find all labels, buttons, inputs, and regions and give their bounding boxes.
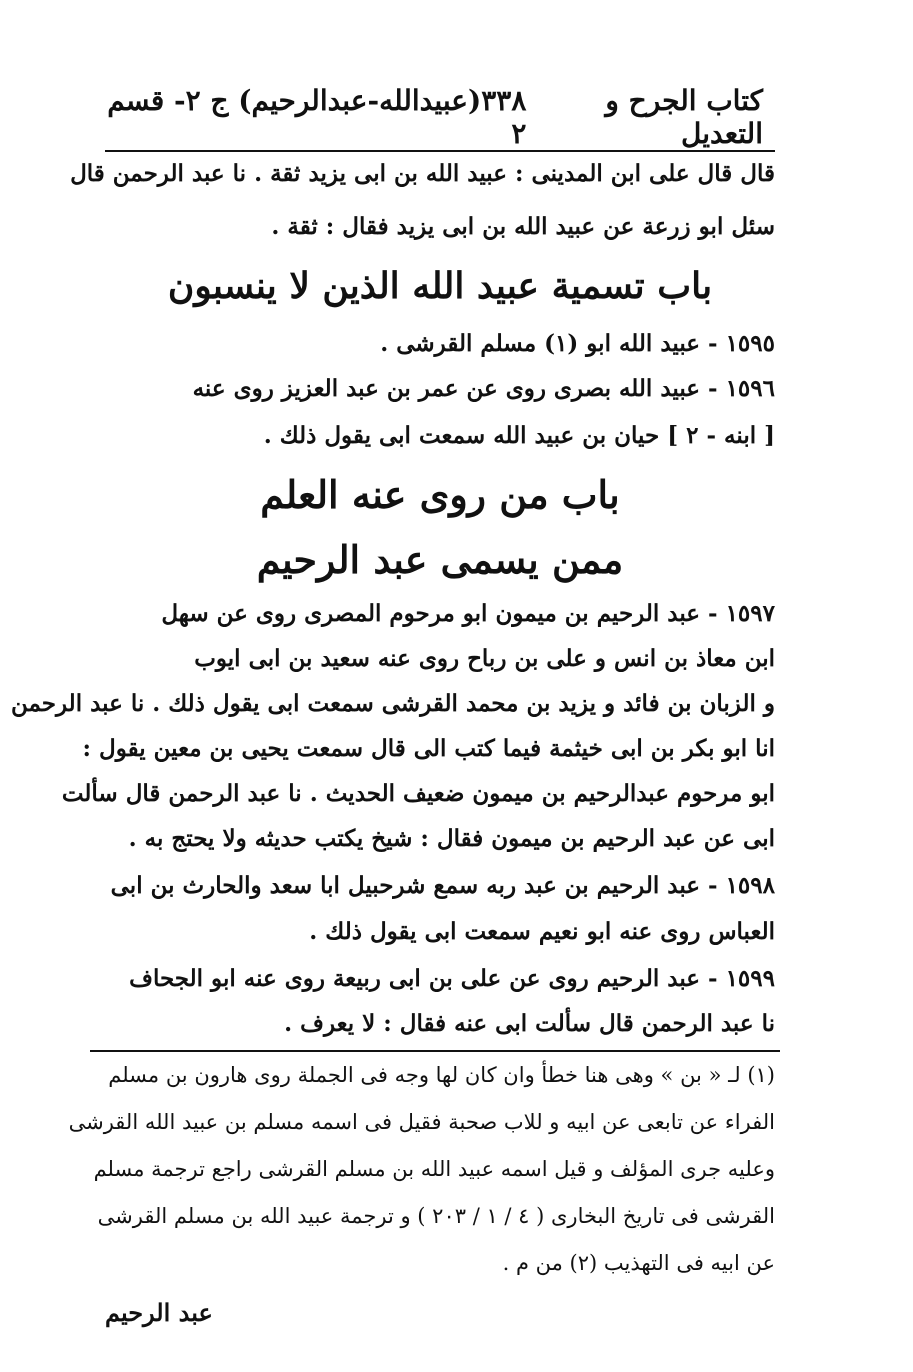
entry-line: ١٥٩٨ - عبد الرحيم بن عبد ربه سمع شرحبيل ابا سعد والحارث بن ابى: [110, 872, 775, 899]
book-title: كتاب الجرح و التعديل: [605, 84, 763, 150]
section-title: باب تسمية عبيد الله الذين لا ينسبون: [167, 265, 713, 307]
page-info: ٣٣٨(عبيدالله-عبدالرحيم) ج ٢- قسم ٢: [107, 84, 527, 150]
entry-line: [ ابنه - ٢ ] حيان بن عبيد الله سمعت ابى يقول ذلك .: [263, 422, 775, 449]
entry-line: و الزبان بن فائد و يزيد بن محمد القرشى سمعت ابى يقول ذلك . نا عبد الرحمن: [10, 690, 775, 717]
entry-line: نا عبد الرحمن قال سألت ابى عنه فقال : لا يعرف .: [284, 1010, 775, 1037]
entry-line: ١٥٩٥ - عبيد الله ابو (١) مسلم القرشى .: [380, 330, 775, 357]
footnote-line: (١) لـ « بن » وهى هنا خطأ وان كان لها وجه فى الجملة روى هارون بن مسلم: [108, 1063, 775, 1087]
header-rule: [105, 150, 775, 152]
intro-line: قال قال على ابن المدينى : عبيد الله بن ابى يزيد ثقة . نا عبد الرحمن قال: [70, 160, 775, 187]
entry-line: انا ابو بكر بن ابى خيثمة فيما كتب الى قال سمعت يحيى بن معين يقول :: [82, 735, 775, 762]
entry-line: ابى عن عبد الرحيم بن ميمون فقال : شيخ يكتب حديثه ولا يحتج به .: [128, 825, 775, 852]
entry-line: العباس روى عنه ابو نعيم سمعت ابى يقول ذلك .: [309, 918, 775, 945]
intro-line: سئل ابو زرعة عن عبيد الله بن ابى يزيد فقال : ثقة .: [271, 213, 775, 240]
entry-line: ابو مرحوم عبدالرحيم بن ميمون ضعيف الحديث . نا عبد الرحمن قال سألت: [61, 780, 775, 807]
entry-line: ١٥٩٩ - عبد الرحيم روى عن على بن ابى ربيعة روى عنه ابو الجحاف: [129, 965, 775, 992]
entry-line: ابن معاذ بن انس و على بن رباح روى عنه سعيد بن ابى ايوب: [194, 645, 775, 672]
footnote-rule: [90, 1050, 780, 1052]
footnote-line: القرشى فى تاريخ البخارى ( ٤ / ١ / ٢٠٣ ) و ترجمة عبيد الله بن مسلم القرشى: [97, 1204, 775, 1228]
footnote-line: وعليه جرى المؤلف و قيل اسمه عبيد الله بن مسلم القرشى راجع ترجمة مسلم: [93, 1157, 775, 1181]
footnote-line: عن ابيه فى التهذيب (٢) من م .: [502, 1251, 775, 1275]
entry-line: ١٥٩٧ - عبد الرحيم بن ميمون ابو مرحوم المصرى روى عن سهل: [161, 600, 775, 627]
section-title: ممن يسمى عبد الرحيم: [256, 537, 624, 582]
entry-line: ١٥٩٦ - عبيد الله بصرى روى عن عمر بن عبد العزيز روى عنه: [192, 375, 775, 402]
section-title: باب من روى عنه العلم: [260, 472, 620, 517]
catchword: عبد الرحيم: [105, 1298, 213, 1327]
footnote-line: الفراء عن تابعى عن ابيه و للاب صحبة فقيل فى اسمه مسلم بن عبيد الله القرشى: [68, 1110, 775, 1134]
running-header: [105, 84, 763, 150]
